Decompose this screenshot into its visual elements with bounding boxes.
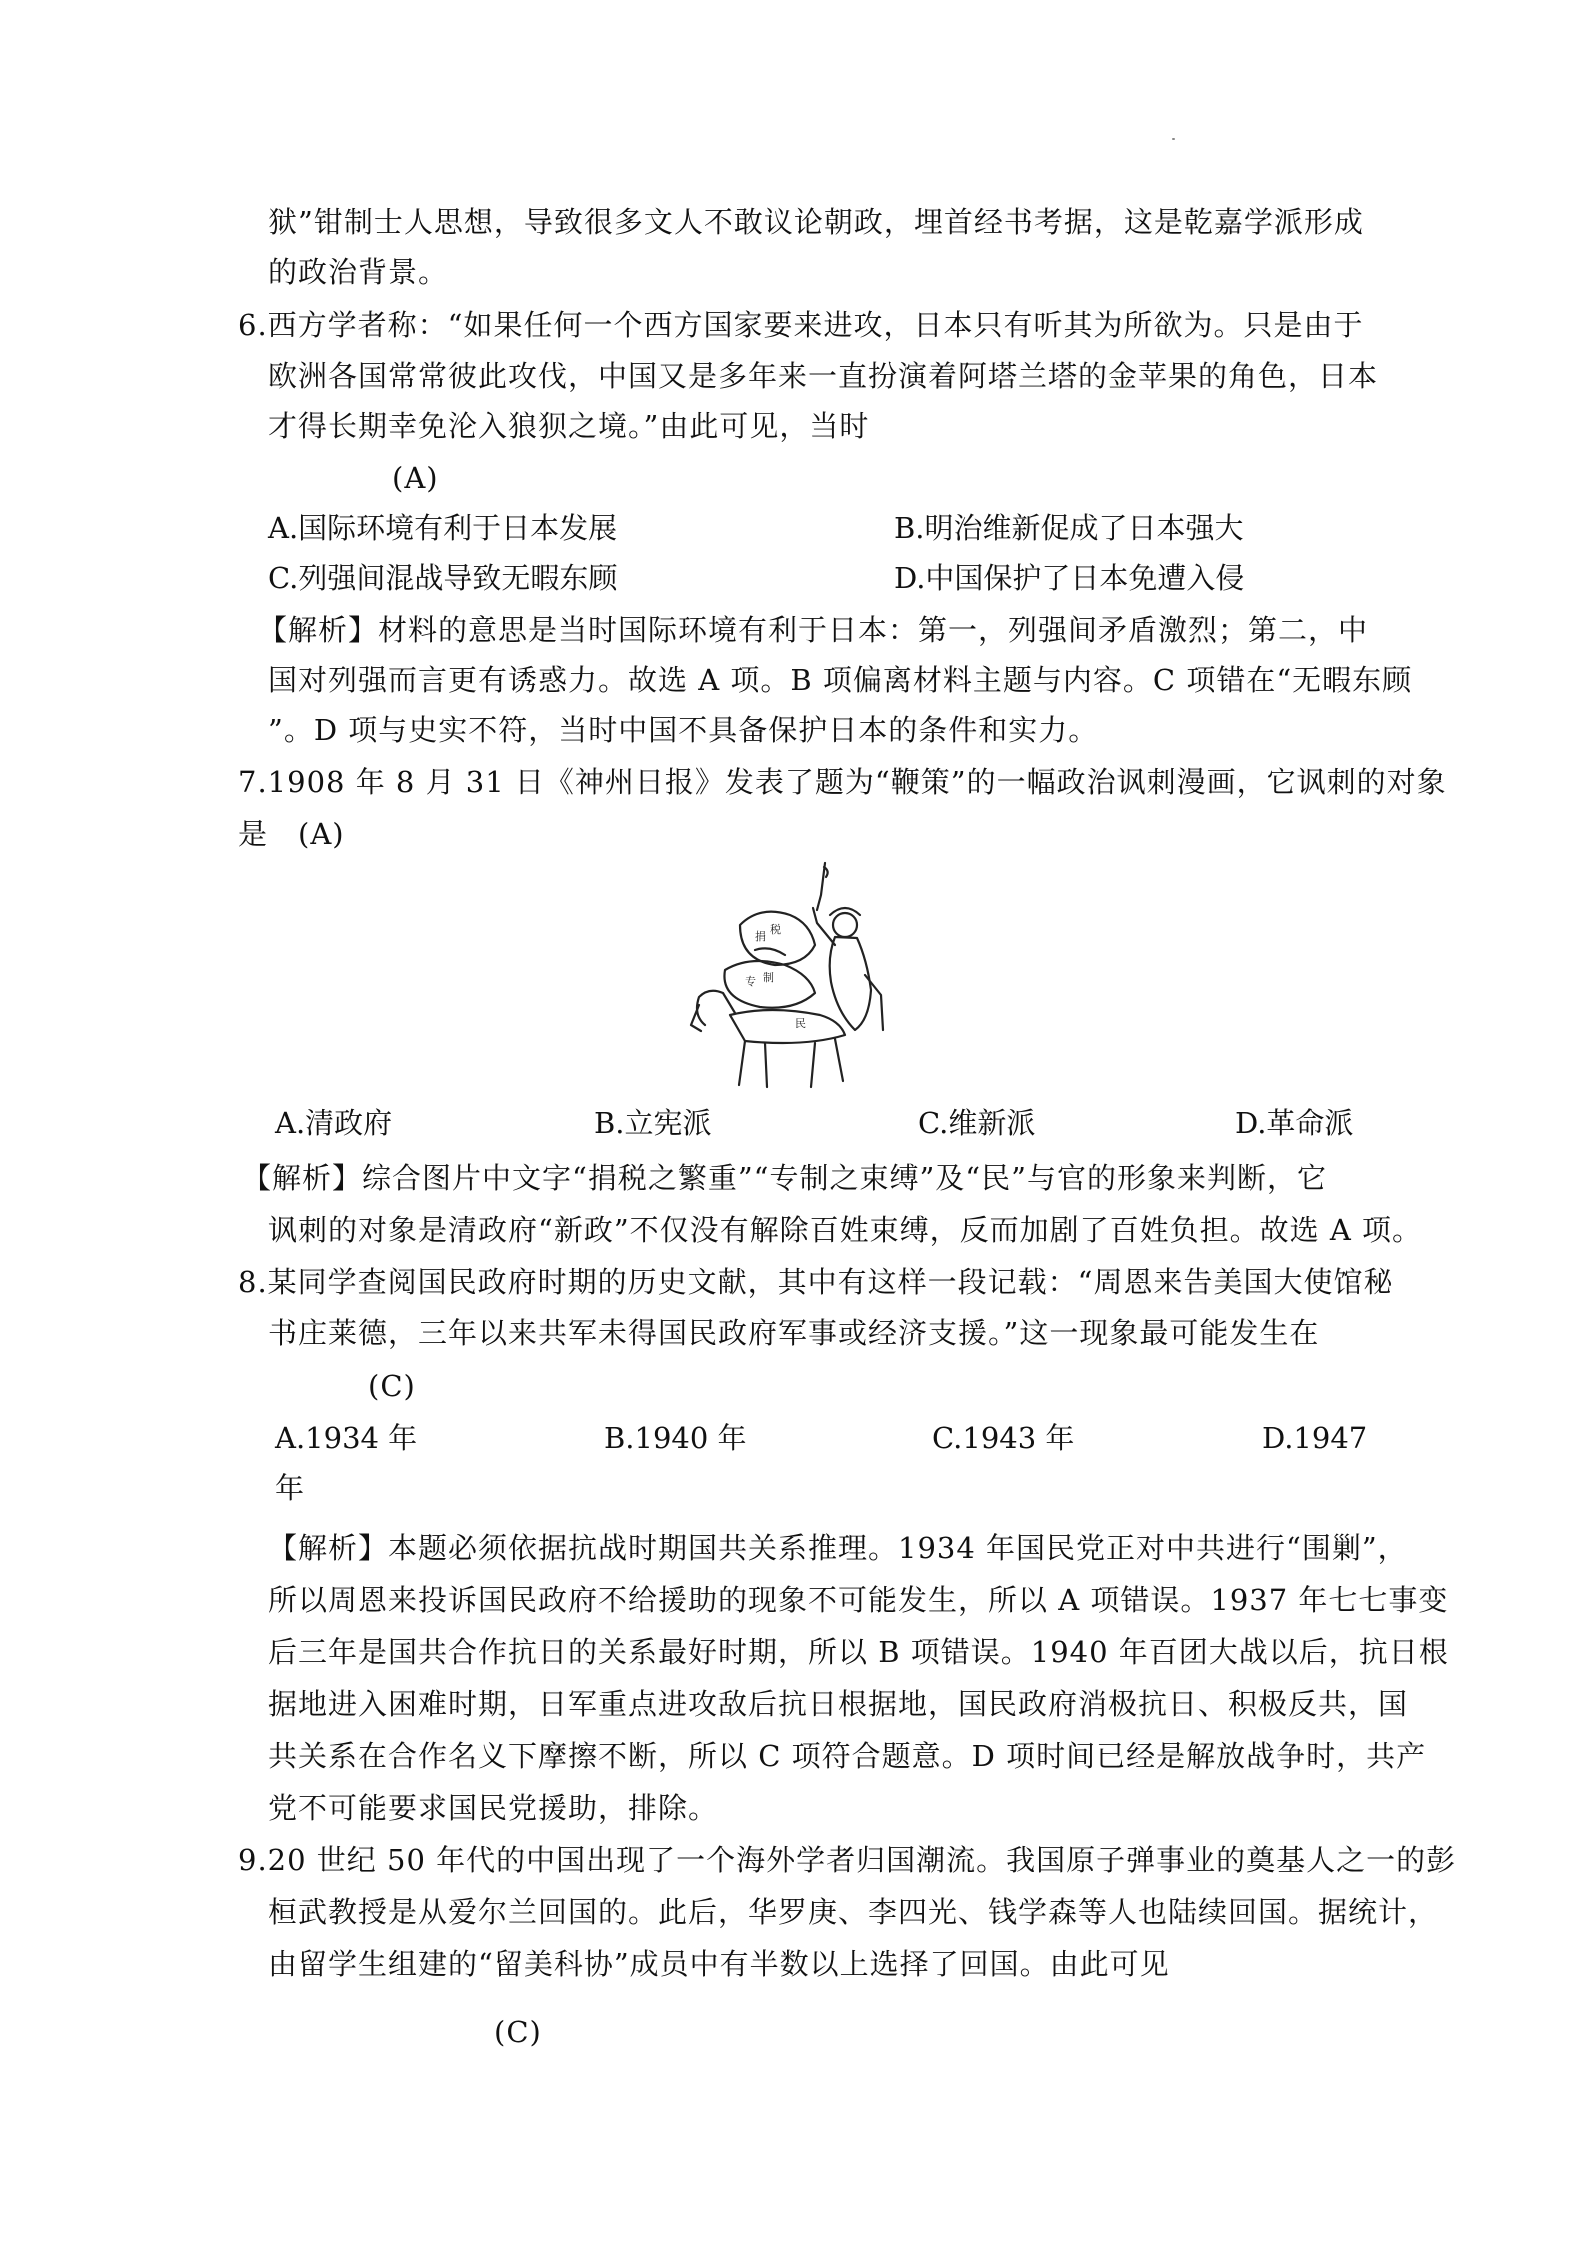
q7-stem-line-1: 7.1908 年 8 月 31 日《神州日报》发表了题为“鞭策”的一幅政治讽刺漫画，它讽刺的对象 bbox=[238, 765, 1447, 799]
q8-option-d: D.1947 bbox=[1262, 1421, 1368, 1455]
q7-explanation-line-1: 【解析】综合图片中文字“捐税之繁重”“专制之束缚”及“民”与官的形象来判断，它 bbox=[242, 1161, 1327, 1195]
q9-stem-line-3: 由留学生组建的“留美科协”成员中有半数以上选择了回国。由此可见 bbox=[268, 1947, 1170, 1981]
svg-text:制: 制 bbox=[763, 971, 774, 984]
scan-speck bbox=[1172, 138, 1175, 140]
svg-text:税: 税 bbox=[770, 923, 781, 936]
q8-stem-line-1: 8.某同学查阅国民政府时期的历史文献，其中有这样一段记载：“周恩来告美国大使馆秘 bbox=[238, 1265, 1394, 1299]
svg-text:民: 民 bbox=[795, 1017, 806, 1030]
q6-option-d: D.中国保护了日本免遭入侵 bbox=[894, 561, 1245, 595]
q8-option-d-continuation: 年 bbox=[275, 1471, 305, 1505]
svg-text:捐: 捐 bbox=[755, 930, 766, 943]
q8-option-b: B.1940 年 bbox=[604, 1421, 747, 1455]
q6-answer: (A) bbox=[392, 461, 439, 495]
q7-stem-line-2: 是 (A) bbox=[238, 817, 345, 851]
q6-explanation-line-3: ”。D 项与史实不符，当时中国不具备保护日本的条件和实力。 bbox=[268, 713, 1099, 747]
q7-option-b: B.立宪派 bbox=[594, 1106, 712, 1140]
q6-option-b: B.明治维新促成了日本强大 bbox=[894, 511, 1244, 545]
q7-option-a: A.清政府 bbox=[275, 1106, 393, 1140]
q8-explanation-line-1: 【解析】本题必须依据抗战时期国共关系推理。1934 年国民党正对中共进行“围剿”， bbox=[268, 1531, 1408, 1565]
q6-explanation-line-1: 【解析】材料的意思是当时国际环境有利于日本：第一，列强间矛盾激烈；第二，中 bbox=[258, 613, 1369, 647]
q8-option-c: C.1943 年 bbox=[932, 1421, 1075, 1455]
q6-option-a: A.国际环境有利于日本发展 bbox=[268, 511, 618, 545]
intro-line-1: 狱”钳制士人思想，导致很多文人不敢议论朝政，埋首经书考据，这是乾嘉学派形成 bbox=[268, 205, 1364, 239]
q6-explanation-line-2: 国对列强而言更有诱惑力。故选 A 项。B 项偏离材料主题与内容。C 项错在“无暇东顾 bbox=[268, 663, 1413, 697]
q8-explanation-line-6: 党不可能要求国民党援助，排除。 bbox=[268, 1791, 719, 1825]
q9-answer: (C) bbox=[494, 2015, 542, 2049]
q7-option-c: C.维新派 bbox=[918, 1106, 1036, 1140]
q8-answer: (C) bbox=[368, 1369, 416, 1403]
political-cartoon-image bbox=[685, 855, 920, 1095]
intro-line-2: 的政治背景。 bbox=[268, 255, 449, 289]
q6-stem-line-3: 才得长期幸免沦入狼狈之境。”由此可见，当时 bbox=[268, 409, 870, 443]
q6-stem-line-1: 6.西方学者称：“如果任何一个西方国家要来进攻，日本只有听其为所欲为。只是由于 bbox=[238, 308, 1364, 342]
q8-stem-line-2: 书庄莱德，三年以来共军未得国民政府军事或经济支援。”这一现象最可能发生在 bbox=[268, 1316, 1320, 1350]
q8-explanation-line-2: 所以周恩来投诉国民政府不给援助的现象不可能发生，所以 A 项错误。1937 年七七事变 bbox=[268, 1583, 1449, 1617]
q8-option-a: A.1934 年 bbox=[275, 1421, 418, 1455]
q8-explanation-line-3: 后三年是国共合作抗日的关系最好时期，所以 B 项错误。1940 年百团大战以后，抗日根 bbox=[268, 1635, 1449, 1669]
q8-explanation-line-5: 共关系在合作名义下摩擦不断，所以 C 项符合题意。D 项时间已经是解放战争时，共产 bbox=[268, 1739, 1427, 1773]
svg-text:专: 专 bbox=[745, 975, 756, 988]
q7-option-d: D.革命派 bbox=[1235, 1106, 1354, 1140]
q9-stem-line-2: 桓武教授是从爱尔兰回国的。此后，华罗庚、李四光、钱学森等人也陆续回国。据统计， bbox=[268, 1895, 1439, 1929]
q7-explanation-line-2: 讽刺的对象是清政府“新政”不仅没有解除百姓束缚，反而加剧了百姓负担。故选 A 项。 bbox=[268, 1213, 1423, 1247]
q8-explanation-line-4: 据地进入困难时期，日军重点进攻敌后抗日根据地，国民政府消极抗日、积极反共，国 bbox=[268, 1687, 1409, 1721]
q6-option-c: C.列强间混战导致无暇东顾 bbox=[268, 561, 618, 595]
q9-stem-line-1: 9.20 世纪 50 年代的中国出现了一个海外学者归国潮流。我国原子弹事业的奠基人之一的彭 bbox=[238, 1843, 1457, 1877]
q6-stem-line-2: 欧洲各国常常彼此攻伐，中国又是多年来一直扮演着阿塔兰塔的金苹果的角色，日本 bbox=[268, 359, 1379, 393]
